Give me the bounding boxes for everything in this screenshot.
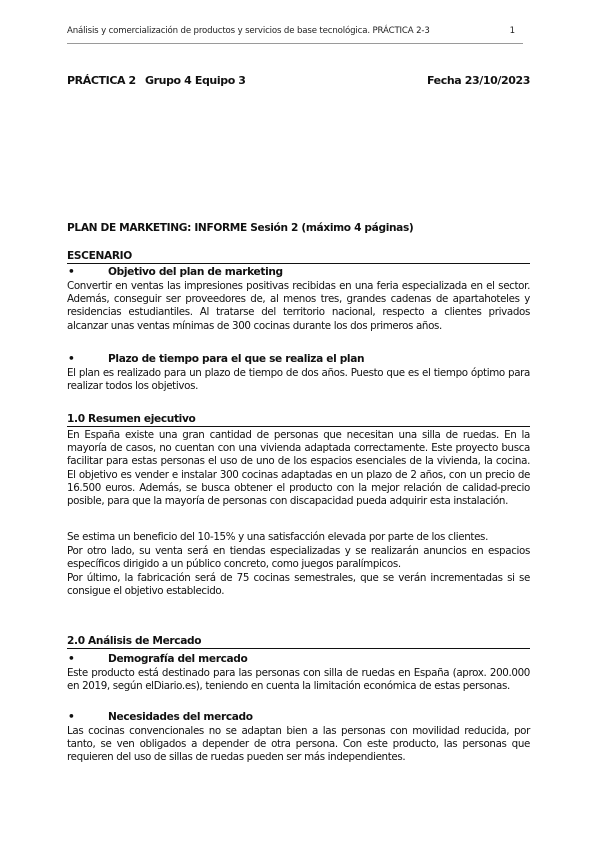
- bullet-icon: •: [68, 266, 75, 278]
- section-heading-escenario: ESCENARIO: [67, 250, 530, 264]
- header-title: Análisis y comercialización de productos y servicios de base tecnológica. PRÁCTICA 2-3: [67, 26, 430, 36]
- section-heading-resumen: 1.0 Resumen ejecutivo: [67, 413, 530, 427]
- paragraph-plazo: El plan es realizado para un plazo de tiempo de dos años. Puesto que es el tiempo óptimo para realizar todos los objetivos.: [67, 367, 530, 393]
- bullet-heading-plazo: [67, 353, 530, 366]
- paragraph-demografia: Este producto está destinado para las personas con silla de ruedas en España (aprox. 200.000 en 2019, según elDiario.es), teniendo en cuenta la limitación económica de estas personas.: [67, 667, 530, 693]
- bullet-heading-text: Plazo de tiempo para el que se realiza el plan: [108, 353, 365, 365]
- plan-title: PLAN DE MARKETING: INFORME Sesión 2 (máximo 4 páginas): [67, 222, 414, 234]
- date-label: Fecha 23/10/2023: [427, 74, 530, 87]
- bullet-icon: •: [68, 711, 75, 723]
- group-team-label: Grupo 4 Equipo 3: [145, 74, 246, 87]
- bullet-heading-text: Objetivo del plan de marketing: [108, 266, 283, 278]
- bullet-heading-text: Necesidades del mercado: [108, 711, 253, 723]
- paragraph-necesidades: Las cocinas convencionales no se adaptan bien a las personas con movilidad reducida, por tanto, se ven obligados a depender de otra persona. Con este producto, las personas que requieren del uso de sillas de ruedas pueden ser más independientes.: [67, 725, 530, 764]
- bullet-icon: •: [68, 353, 75, 365]
- paragraph-resumen-3: Por otro lado, su venta será en tiendas especializadas y se realizarán anuncios en espacios específicos dirigido a un público concreto, como juegos paralímpicos.: [67, 545, 530, 571]
- page-header: [67, 20, 523, 44]
- bullet-heading-necesidades: [67, 711, 530, 724]
- page-number: 1: [509, 26, 515, 36]
- bullet-icon: •: [68, 653, 75, 665]
- bullet-heading-objetivo: [67, 266, 530, 279]
- header-divider: [67, 43, 523, 44]
- paragraph-resumen-1: En España existe una gran cantidad de personas que necesitan una silla de ruedas. En la mayoría de casos, no cuentan con una vivienda adaptada correctamente. Este proyecto busca facilitar para estas personas el uso de uno de los espacios esenciales de la vivienda, la cocina. El objetivo es vender e instalar 300 cocinas adaptadas en un plazo de 2 años, con un precio de 16.500 euros. Además, se busca obtener el producto con la mejor relación de calidad-precio posible, para que la mayoría de personas con discapacidad pueda adquirir esta instalación.: [67, 429, 530, 508]
- paragraph-objetivo: Convertir en ventas las impresiones positivas recibidas en una feria especializada en el sector. Además, conseguir ser proveedores de, al menos tres, grandes cadenas de apartahoteles y residencias estudiantiles. Al tratarse del territorio nacional, respecto a clientes privados alcanzar unas ventas mínimas de 300 cocinas durante los dos primeros años.: [67, 280, 530, 332]
- paragraph-resumen-2: Se estima un beneficio del 10-15% y una satisfacción elevada por parte de los clientes.: [67, 531, 488, 543]
- bullet-heading-demografia: [67, 653, 530, 666]
- practica-label: PRÁCTICA 2: [67, 74, 136, 87]
- paragraph-resumen-4: Por último, la fabricación será de 75 cocinas semestrales, que se verán incrementadas si se consigue el objetivo establecido.: [67, 572, 530, 598]
- bullet-heading-text: Demografía del mercado: [108, 653, 248, 665]
- section-heading-analisis: 2.0 Análisis de Mercado: [67, 635, 530, 649]
